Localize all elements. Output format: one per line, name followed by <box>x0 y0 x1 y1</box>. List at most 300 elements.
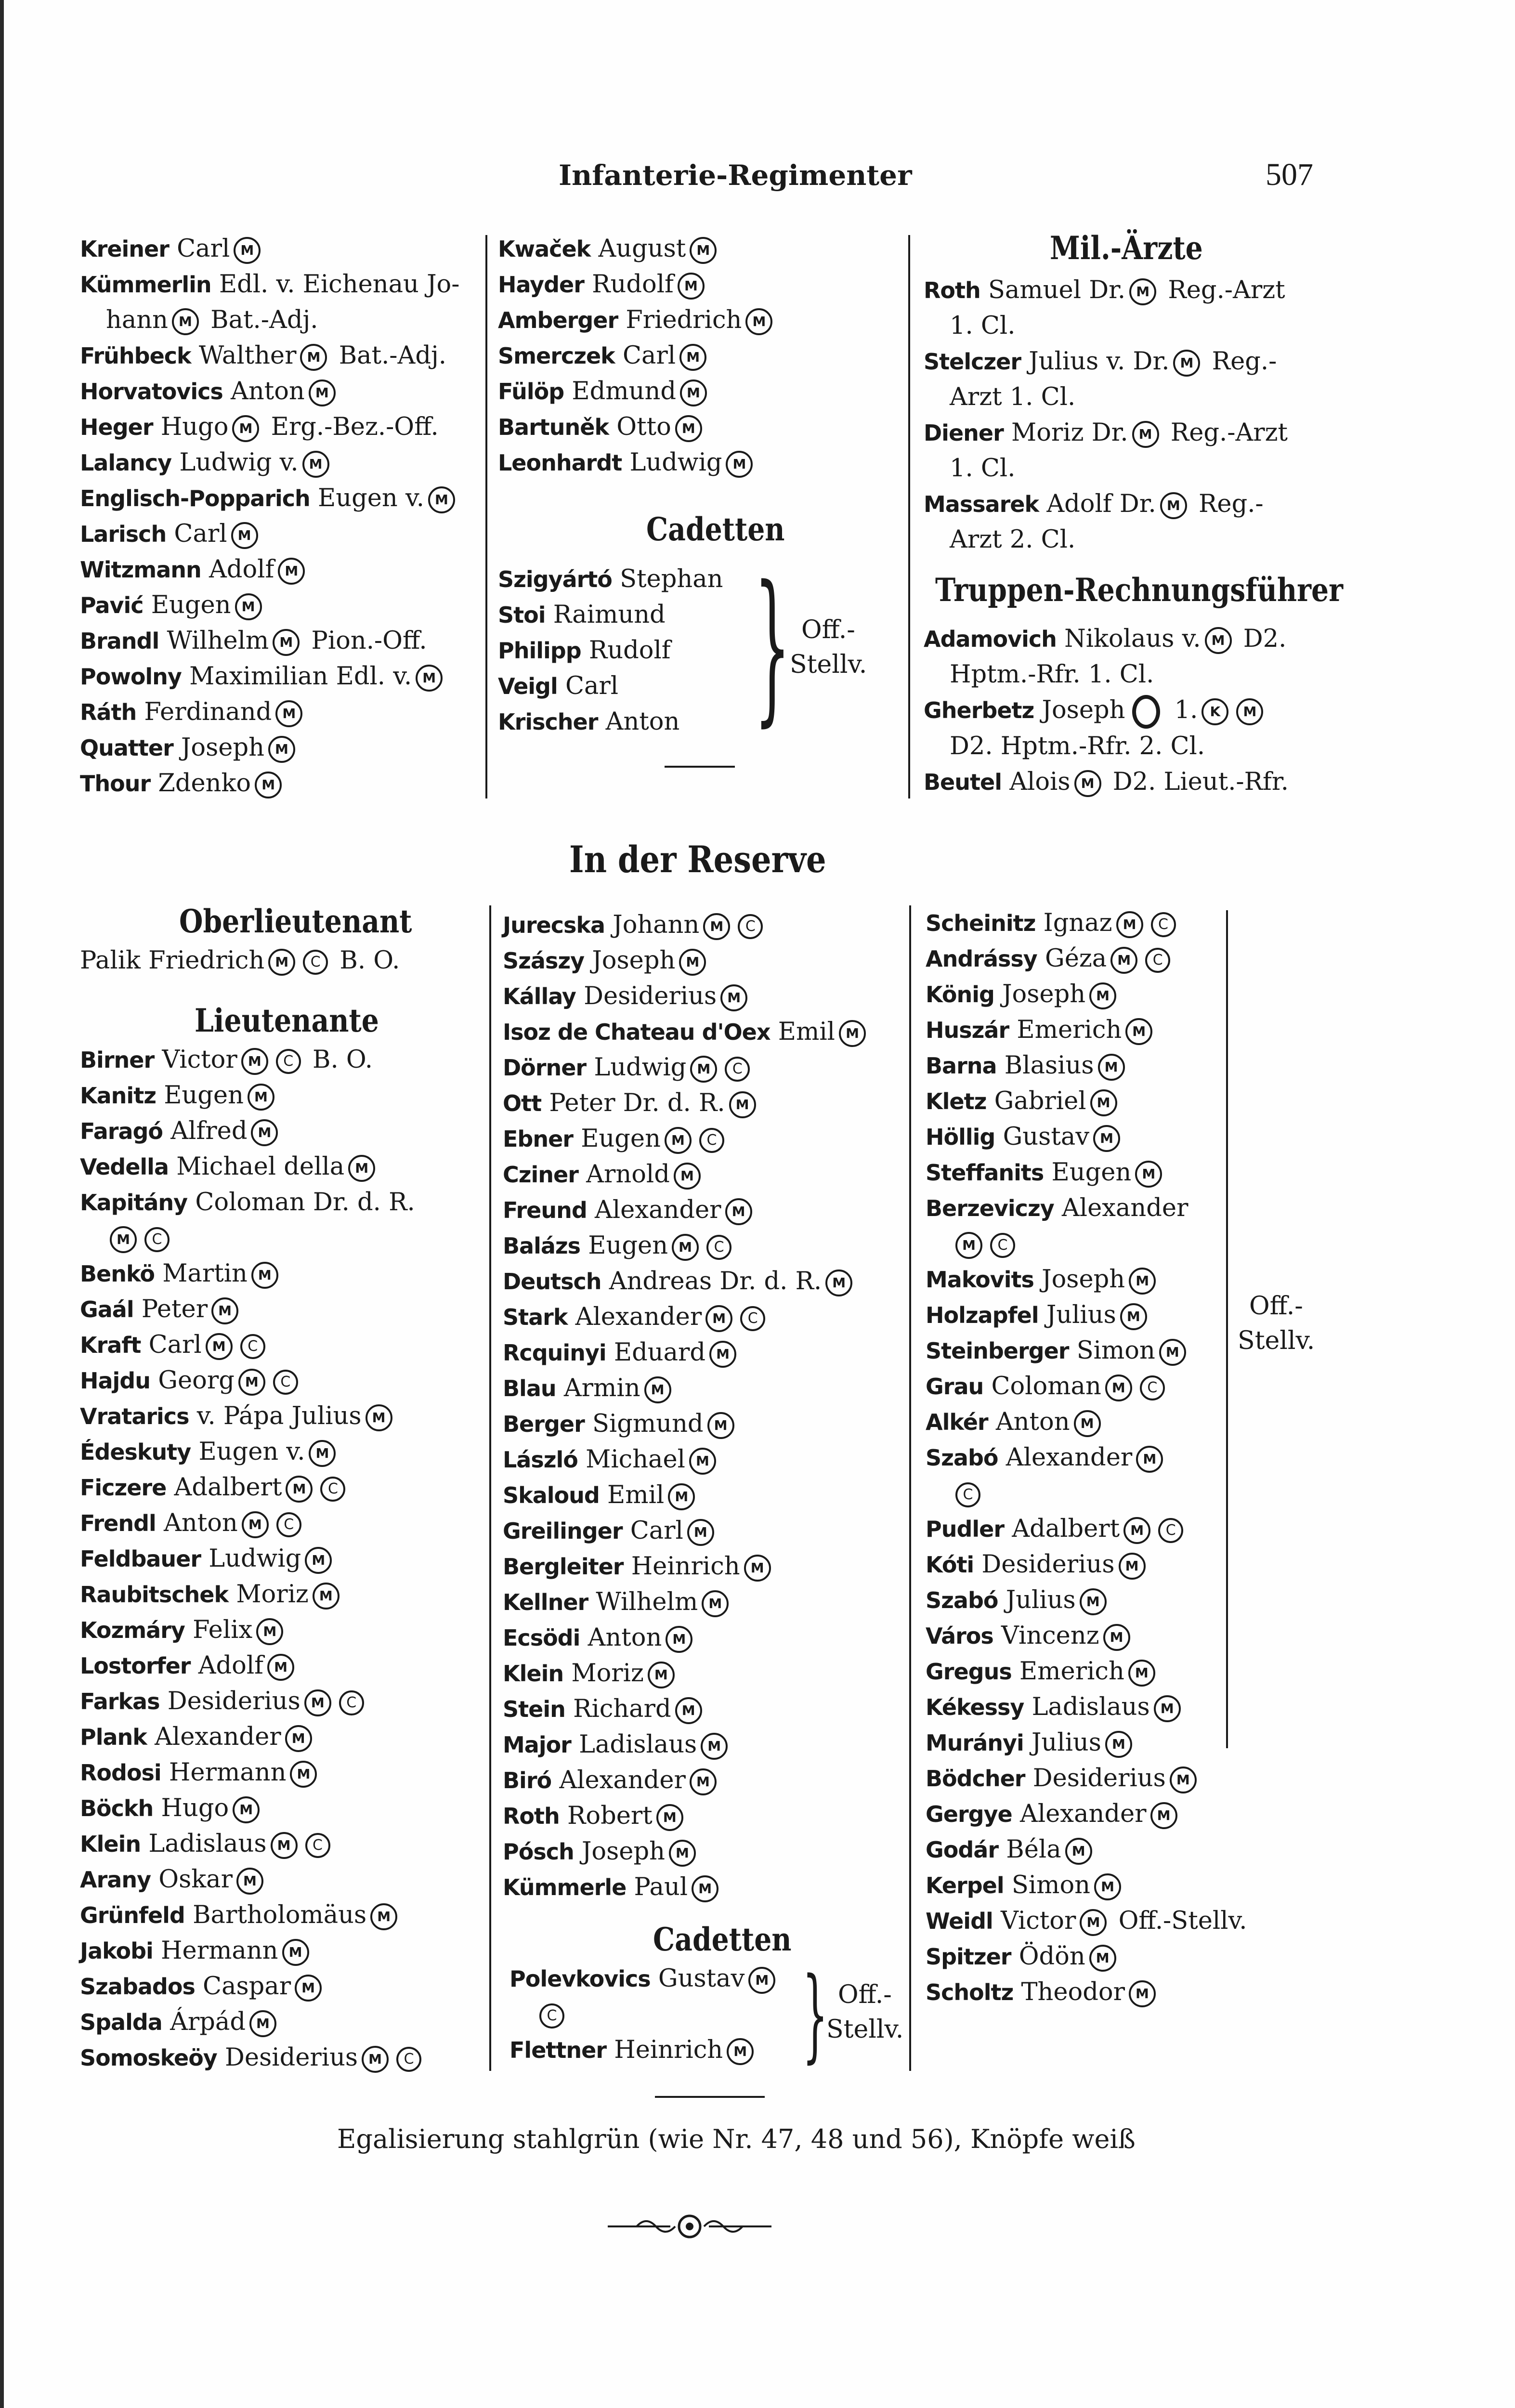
list-item <box>503 1406 912 1442</box>
given-name: Eugen <box>164 1081 244 1110</box>
list-item <box>80 1755 494 1791</box>
given-name: Eugen <box>1051 1158 1132 1187</box>
given-name: Victor <box>1000 1907 1076 1935</box>
given-name: Joseph <box>181 733 264 762</box>
list-item <box>503 1691 912 1727</box>
given-name: Alexander <box>1061 1194 1188 1222</box>
given-name: D2. Hptm.-Rfr. 2. Cl. <box>950 732 1205 760</box>
surname: Böckh <box>80 1795 154 1821</box>
list-item <box>80 1898 494 1933</box>
medal-m-icon: M <box>1098 1054 1125 1081</box>
medal-c-icon: C <box>738 914 763 939</box>
medal-c-icon: C <box>1158 1518 1183 1543</box>
surname: Godár <box>926 1837 999 1863</box>
top-col-officers-2 <box>498 231 893 481</box>
surname: Holzapfel <box>926 1302 1039 1328</box>
given-name: Anton <box>164 1509 238 1537</box>
medal-m-icon: M <box>1173 350 1200 377</box>
given-name: Géza <box>1045 944 1107 973</box>
note-text: Reg.- <box>1190 490 1264 518</box>
surname: Blau <box>503 1375 556 1401</box>
list-item <box>80 1149 494 1185</box>
medal-m-icon: M <box>690 1056 717 1083</box>
medal-m-icon: M <box>300 344 327 371</box>
list-item <box>503 1050 912 1086</box>
surname: Kapitány <box>80 1190 188 1216</box>
given-name: Friedrich <box>626 306 742 334</box>
surname: Ráth <box>80 699 137 725</box>
given-name: Anton <box>605 707 680 736</box>
surname: Vedella <box>80 1154 169 1180</box>
medal-m-icon: M <box>1135 1161 1162 1188</box>
surname: Spalda <box>80 2009 162 2035</box>
given-name: Ladislaus <box>579 1730 697 1759</box>
surname: Plank <box>80 1724 147 1750</box>
list-item <box>503 1264 912 1299</box>
list-item <box>503 943 912 979</box>
list-item <box>80 1541 494 1577</box>
given-name: Rudolf <box>588 636 671 665</box>
medal-m-icon: M <box>679 344 706 371</box>
medal-m-icon: M <box>1074 770 1101 797</box>
given-name: Moriz Dr. <box>1011 419 1128 447</box>
list-item <box>924 273 1405 308</box>
medal-m-icon: M <box>206 1333 233 1360</box>
given-name: Peter Dr. d. R. <box>549 1089 725 1117</box>
medal-m-icon: M <box>1119 1553 1146 1580</box>
medal-m-icon: M <box>703 913 730 940</box>
off-stellv-label <box>790 613 867 682</box>
given-name: Alexander <box>1019 1800 1147 1828</box>
list-item <box>498 633 748 668</box>
list-item <box>926 1761 1359 1796</box>
medal-m-icon: M <box>275 700 302 727</box>
given-name: Carl <box>174 520 227 548</box>
surname: Murányi <box>926 1730 1024 1756</box>
top-cadets-list <box>498 562 748 740</box>
ornament-icon <box>608 2205 771 2248</box>
medal-m-icon: M <box>172 308 199 335</box>
given-name: Eugen <box>588 1231 668 1260</box>
surname: Thour <box>80 771 151 797</box>
given-name: Julius <box>1031 1728 1101 1757</box>
surname: Stark <box>503 1304 568 1330</box>
list-item <box>926 1796 1359 1832</box>
given-name: Bartholomäus <box>193 1901 367 1929</box>
medal-c-icon: C <box>273 1370 298 1395</box>
medal-m-icon: M <box>248 1084 274 1111</box>
given-name: Alexander <box>595 1196 721 1224</box>
given-name: Alfred <box>170 1117 248 1145</box>
surname: Leonhardt <box>498 450 622 476</box>
given-name: Caspar <box>203 1972 291 2001</box>
surname: Grünfeld <box>80 1902 185 1928</box>
list-item <box>498 231 893 267</box>
surname: Hajdu <box>80 1368 150 1394</box>
medal-m-icon: M <box>674 1163 701 1190</box>
surname: Dörner <box>503 1055 587 1081</box>
surname: Kóti <box>926 1552 974 1578</box>
surname: Somoskeöy <box>80 2045 217 2071</box>
surname: Quatter <box>80 735 173 761</box>
given-name: Raimund <box>553 601 666 629</box>
list-item <box>503 1656 912 1691</box>
list-item <box>924 486 1405 522</box>
reserve-lt-list <box>80 1042 494 2076</box>
medal-c-icon: C <box>339 1690 364 1715</box>
medal-m-icon: M <box>1105 1731 1132 1758</box>
medal-m-icon: M <box>309 1440 336 1467</box>
list-item <box>926 1155 1359 1191</box>
list-item <box>924 344 1405 380</box>
column-rule <box>485 235 487 798</box>
list-item <box>503 1442 912 1478</box>
surname: Greilinger <box>503 1518 623 1544</box>
surname: Veigl <box>498 673 558 699</box>
surname: Steinberger <box>926 1338 1069 1364</box>
surname: Feldbauer <box>80 1546 201 1572</box>
list-item <box>80 1577 494 1612</box>
medal-c-icon: C <box>1140 1375 1165 1400</box>
medal-m-icon: M <box>370 1903 397 1930</box>
list-item <box>509 1961 808 1997</box>
surname: Kreiner <box>80 236 169 262</box>
list-item <box>503 1763 912 1798</box>
list-item <box>498 597 748 633</box>
surname: Cziner <box>503 1162 578 1188</box>
brace: } <box>754 551 791 742</box>
surname: Pósch <box>503 1839 574 1865</box>
list-item <box>926 1440 1359 1476</box>
surname: Gregus <box>926 1659 1012 1685</box>
medal-m-icon: M <box>745 308 772 335</box>
list-item <box>80 552 484 588</box>
list-item <box>503 1798 912 1834</box>
list-item <box>924 764 1405 800</box>
list-item <box>503 1584 912 1620</box>
medal-m-icon: M <box>687 1519 714 1546</box>
medal-m-icon: M <box>1103 1624 1130 1651</box>
surname: Höllig <box>926 1124 995 1150</box>
medal-m-icon: M <box>251 1119 278 1146</box>
given-name: Eugen <box>581 1125 661 1153</box>
reserve-heading: In der Reserve <box>569 838 826 881</box>
list-item <box>503 1228 912 1264</box>
surname: Benkö <box>80 1261 155 1287</box>
surname: Ficzere <box>80 1475 167 1501</box>
list-item <box>80 1684 494 1719</box>
given-name: Adolf <box>209 555 274 584</box>
surname: Ebner <box>503 1126 573 1152</box>
surname: Kümmerle <box>503 1874 627 1900</box>
given-name: Hugo <box>161 1794 229 1822</box>
list-item <box>926 1369 1359 1404</box>
given-name: Maximilian Edl. v. <box>189 662 412 691</box>
medal-c-icon: C <box>276 1512 301 1537</box>
medal-m-icon: M <box>278 558 305 585</box>
top-col-doctors <box>924 273 1405 558</box>
surname: Kellner <box>503 1589 588 1615</box>
given-name: Emil <box>607 1481 665 1509</box>
list-item <box>80 1042 494 1078</box>
medal-m-icon: M <box>242 1511 269 1538</box>
brace-line <box>1226 910 1228 1748</box>
given-name: Armin <box>563 1374 640 1402</box>
surname: Klein <box>80 1831 141 1857</box>
surname: Horvatovics <box>80 379 223 405</box>
surname: Fülöp <box>498 379 564 405</box>
surname: László <box>503 1447 578 1473</box>
surname: Frühbeck <box>80 343 191 369</box>
medal-m-icon: M <box>1065 1838 1092 1865</box>
given-name: Carl <box>177 235 230 263</box>
off-stellv-label <box>826 1977 903 2047</box>
list-item <box>926 1119 1359 1155</box>
list-item <box>503 1727 912 1763</box>
medal-c-icon: C <box>144 1227 170 1252</box>
medal-m-icon: M <box>1110 947 1137 974</box>
given-name: Palik Friedrich <box>80 946 265 975</box>
medal-m-icon: M <box>692 1875 718 1902</box>
surname: Kwaček <box>498 236 591 262</box>
given-name: Coloman <box>991 1372 1101 1400</box>
list-item <box>80 1220 494 1256</box>
given-name: Moriz <box>236 1580 309 1609</box>
surname: Klein <box>503 1661 564 1687</box>
surname: Roth <box>503 1803 560 1829</box>
reserve-ol-list <box>80 943 484 979</box>
list-item <box>80 588 484 623</box>
surname: Spitzer <box>926 1944 1011 1970</box>
medal-m-icon: M <box>744 1555 771 1582</box>
surname: Berzeviczy <box>926 1195 1054 1221</box>
medal-m-icon: M <box>251 1262 278 1289</box>
medal-m-icon: M <box>1093 1125 1120 1152</box>
list-item <box>924 451 1405 486</box>
medal-m-icon: M <box>1089 982 1116 1009</box>
given-name: Hptm.-Rfr. 1. Cl. <box>950 660 1154 689</box>
list-item <box>926 1583 1359 1618</box>
lieutenante-heading: Lieutenante <box>195 1002 379 1039</box>
surname: Barna <box>926 1053 997 1079</box>
surname: Város <box>926 1623 993 1649</box>
note-text: 1. <box>1166 696 1198 724</box>
list-item <box>498 668 748 704</box>
medal-m-icon: M <box>241 1048 268 1075</box>
list-item <box>926 1012 1359 1048</box>
medal-m-icon: M <box>679 949 706 976</box>
medal-m-icon: M <box>644 1376 671 1403</box>
given-name: Wilhelm <box>167 627 269 655</box>
medal-m-icon: M <box>309 380 336 406</box>
list-item <box>503 1870 912 1905</box>
medal-m-icon: M <box>255 772 282 798</box>
note-text: Reg.-Arzt <box>1162 419 1288 447</box>
list-item <box>80 267 484 302</box>
given-name: Julius <box>1006 1586 1076 1614</box>
medal-m-icon: M <box>1136 1446 1163 1473</box>
medal-c-icon: C <box>305 1833 330 1858</box>
surname: Steffanits <box>926 1160 1044 1186</box>
given-name: Árpád <box>170 2008 246 2036</box>
list-item <box>924 415 1405 451</box>
given-name: Anton <box>588 1623 662 1652</box>
ring-icon <box>1132 695 1160 729</box>
given-name: Michael della <box>176 1152 345 1181</box>
given-name: Carl <box>565 672 619 700</box>
note-text: Pion.-Off. <box>303 627 427 655</box>
given-name: Ödön <box>1019 1942 1085 1971</box>
note-text: B. O. <box>332 946 400 975</box>
surname: Ecsödi <box>503 1625 580 1651</box>
medal-c-icon: C <box>955 1482 980 1507</box>
list-item <box>80 1648 494 1684</box>
list-item <box>80 445 484 481</box>
surname: Jurecska <box>503 912 605 938</box>
given-name: Heinrich <box>614 2036 723 2064</box>
given-name: Eugen v. <box>198 1438 305 1466</box>
given-name: Desiderius <box>1032 1764 1166 1793</box>
medal-m-icon: M <box>366 1404 392 1431</box>
given-name: Paul <box>634 1873 688 1901</box>
given-name: Joseph <box>1042 1265 1125 1294</box>
given-name: Johann <box>613 911 700 939</box>
given-name: Oskar <box>158 1865 233 1894</box>
list-item <box>924 380 1405 415</box>
surname: Rodosi <box>80 1760 161 1786</box>
given-name: Desiderius <box>167 1687 300 1715</box>
medal-m-icon: M <box>249 2010 276 2037</box>
medal-m-icon: M <box>1154 1695 1181 1722</box>
given-name: Simon <box>1011 1871 1091 1899</box>
list-item <box>80 1078 494 1113</box>
list-item <box>80 1612 494 1648</box>
page-number: 507 <box>1266 157 1313 192</box>
medal-m-icon: M <box>656 1804 683 1831</box>
list-item <box>503 1121 912 1157</box>
surname: Weidl <box>926 1908 993 1934</box>
surname: Kanitz <box>80 1083 156 1109</box>
given-name: Gustav <box>658 1964 745 1993</box>
surname: Kékessy <box>926 1694 1024 1720</box>
surname: Stoi <box>498 602 546 628</box>
surname: Smerczek <box>498 343 615 369</box>
surname: Kozmáry <box>80 1617 185 1643</box>
list-item <box>80 1363 494 1399</box>
given-name: Ludwig <box>594 1053 687 1082</box>
medal-m-icon: M <box>1080 1588 1107 1615</box>
surname: Witzmann <box>80 557 201 583</box>
divider <box>655 2096 765 2098</box>
list-item <box>503 1086 912 1121</box>
binding-edge <box>0 0 4 2408</box>
given-name: Victor <box>162 1046 237 1074</box>
given-name: Desiderius <box>584 982 717 1010</box>
medal-m-icon: M <box>1080 1909 1107 1936</box>
surname: Pudler <box>926 1516 1005 1542</box>
given-name: Carl <box>623 341 676 370</box>
medal-m-icon: M <box>286 1476 313 1503</box>
given-name: Nikolaus v. <box>1064 625 1201 653</box>
medal-c-icon: C <box>240 1334 265 1359</box>
medal-m-icon: M <box>1236 698 1263 725</box>
medal-m-icon: M <box>1129 278 1156 305</box>
medal-m-icon: M <box>295 1975 322 2002</box>
list-item <box>80 409 484 445</box>
medal-m-icon: M <box>236 1868 263 1895</box>
given-name: Carl <box>148 1331 202 1359</box>
note-text: Off.-Stellv. <box>1110 1907 1247 1935</box>
surname: König <box>926 982 994 1008</box>
surname: Vratarics <box>80 1403 189 1429</box>
medal-m-icon: M <box>1074 1410 1101 1437</box>
medal-c-icon: C <box>276 1049 301 1074</box>
medal-m-icon: M <box>232 415 259 442</box>
medal-m-icon: M <box>839 1020 866 1047</box>
surname: Roth <box>924 277 980 303</box>
surname: Major <box>503 1732 571 1758</box>
given-name: Martin <box>162 1259 248 1288</box>
brace-label-line: Off.- <box>801 615 855 644</box>
medal-m-icon: M <box>110 1226 137 1253</box>
given-name: Ludwig <box>629 448 722 477</box>
list-item <box>926 941 1359 977</box>
medal-m-icon: M <box>1160 492 1187 519</box>
given-name: Stephan <box>620 565 723 593</box>
given-name: Desiderius <box>981 1550 1115 1579</box>
brace-label-line: Stellv. <box>790 650 867 679</box>
surname: Stein <box>503 1696 565 1722</box>
medal-m-icon: M <box>707 1412 734 1439</box>
medal-c-icon: C <box>396 2047 421 2072</box>
medal-m-icon: M <box>665 1127 692 1154</box>
list-item <box>80 1113 494 1149</box>
given-name: Robert <box>567 1802 653 1830</box>
surname: Szászy <box>503 948 585 974</box>
medal-m-icon: M <box>1129 1268 1156 1295</box>
medal-m-icon: M <box>690 1768 717 1795</box>
given-name: Adolf <box>198 1651 264 1680</box>
surname: Gaál <box>80 1296 134 1322</box>
list-item <box>926 1975 1359 2010</box>
list-item <box>503 1014 912 1050</box>
list-item <box>926 1725 1359 1761</box>
given-name: Sigmund <box>592 1410 704 1438</box>
list-item <box>926 1939 1359 1975</box>
given-name: Heinrich <box>631 1552 740 1581</box>
surname: Huszár <box>926 1017 1009 1043</box>
surname: Édeskuty <box>80 1439 191 1465</box>
given-name: Alexander <box>575 1303 702 1331</box>
medal-m-icon: M <box>1116 911 1143 938</box>
note-text: D2. <box>1235 625 1287 653</box>
surname: Kállay <box>503 983 576 1009</box>
note-text: B. O. <box>304 1046 373 1074</box>
given-name: Emerich <box>1017 1016 1122 1044</box>
medal-m-icon: M <box>678 273 705 300</box>
given-name: Ignaz <box>1043 909 1112 937</box>
medal-m-icon: M <box>416 665 443 692</box>
medal-m-icon: M <box>1170 1767 1197 1793</box>
medal-m-icon: M <box>348 1155 375 1182</box>
list-item <box>498 302 893 338</box>
list-item <box>926 905 1359 941</box>
given-name: 1. Cl. <box>950 454 1016 483</box>
list-item <box>503 1478 912 1513</box>
medal-m-icon: M <box>1089 1945 1116 1972</box>
cadets-heading: Cadetten <box>646 510 785 548</box>
surname: Philipp <box>498 638 581 664</box>
